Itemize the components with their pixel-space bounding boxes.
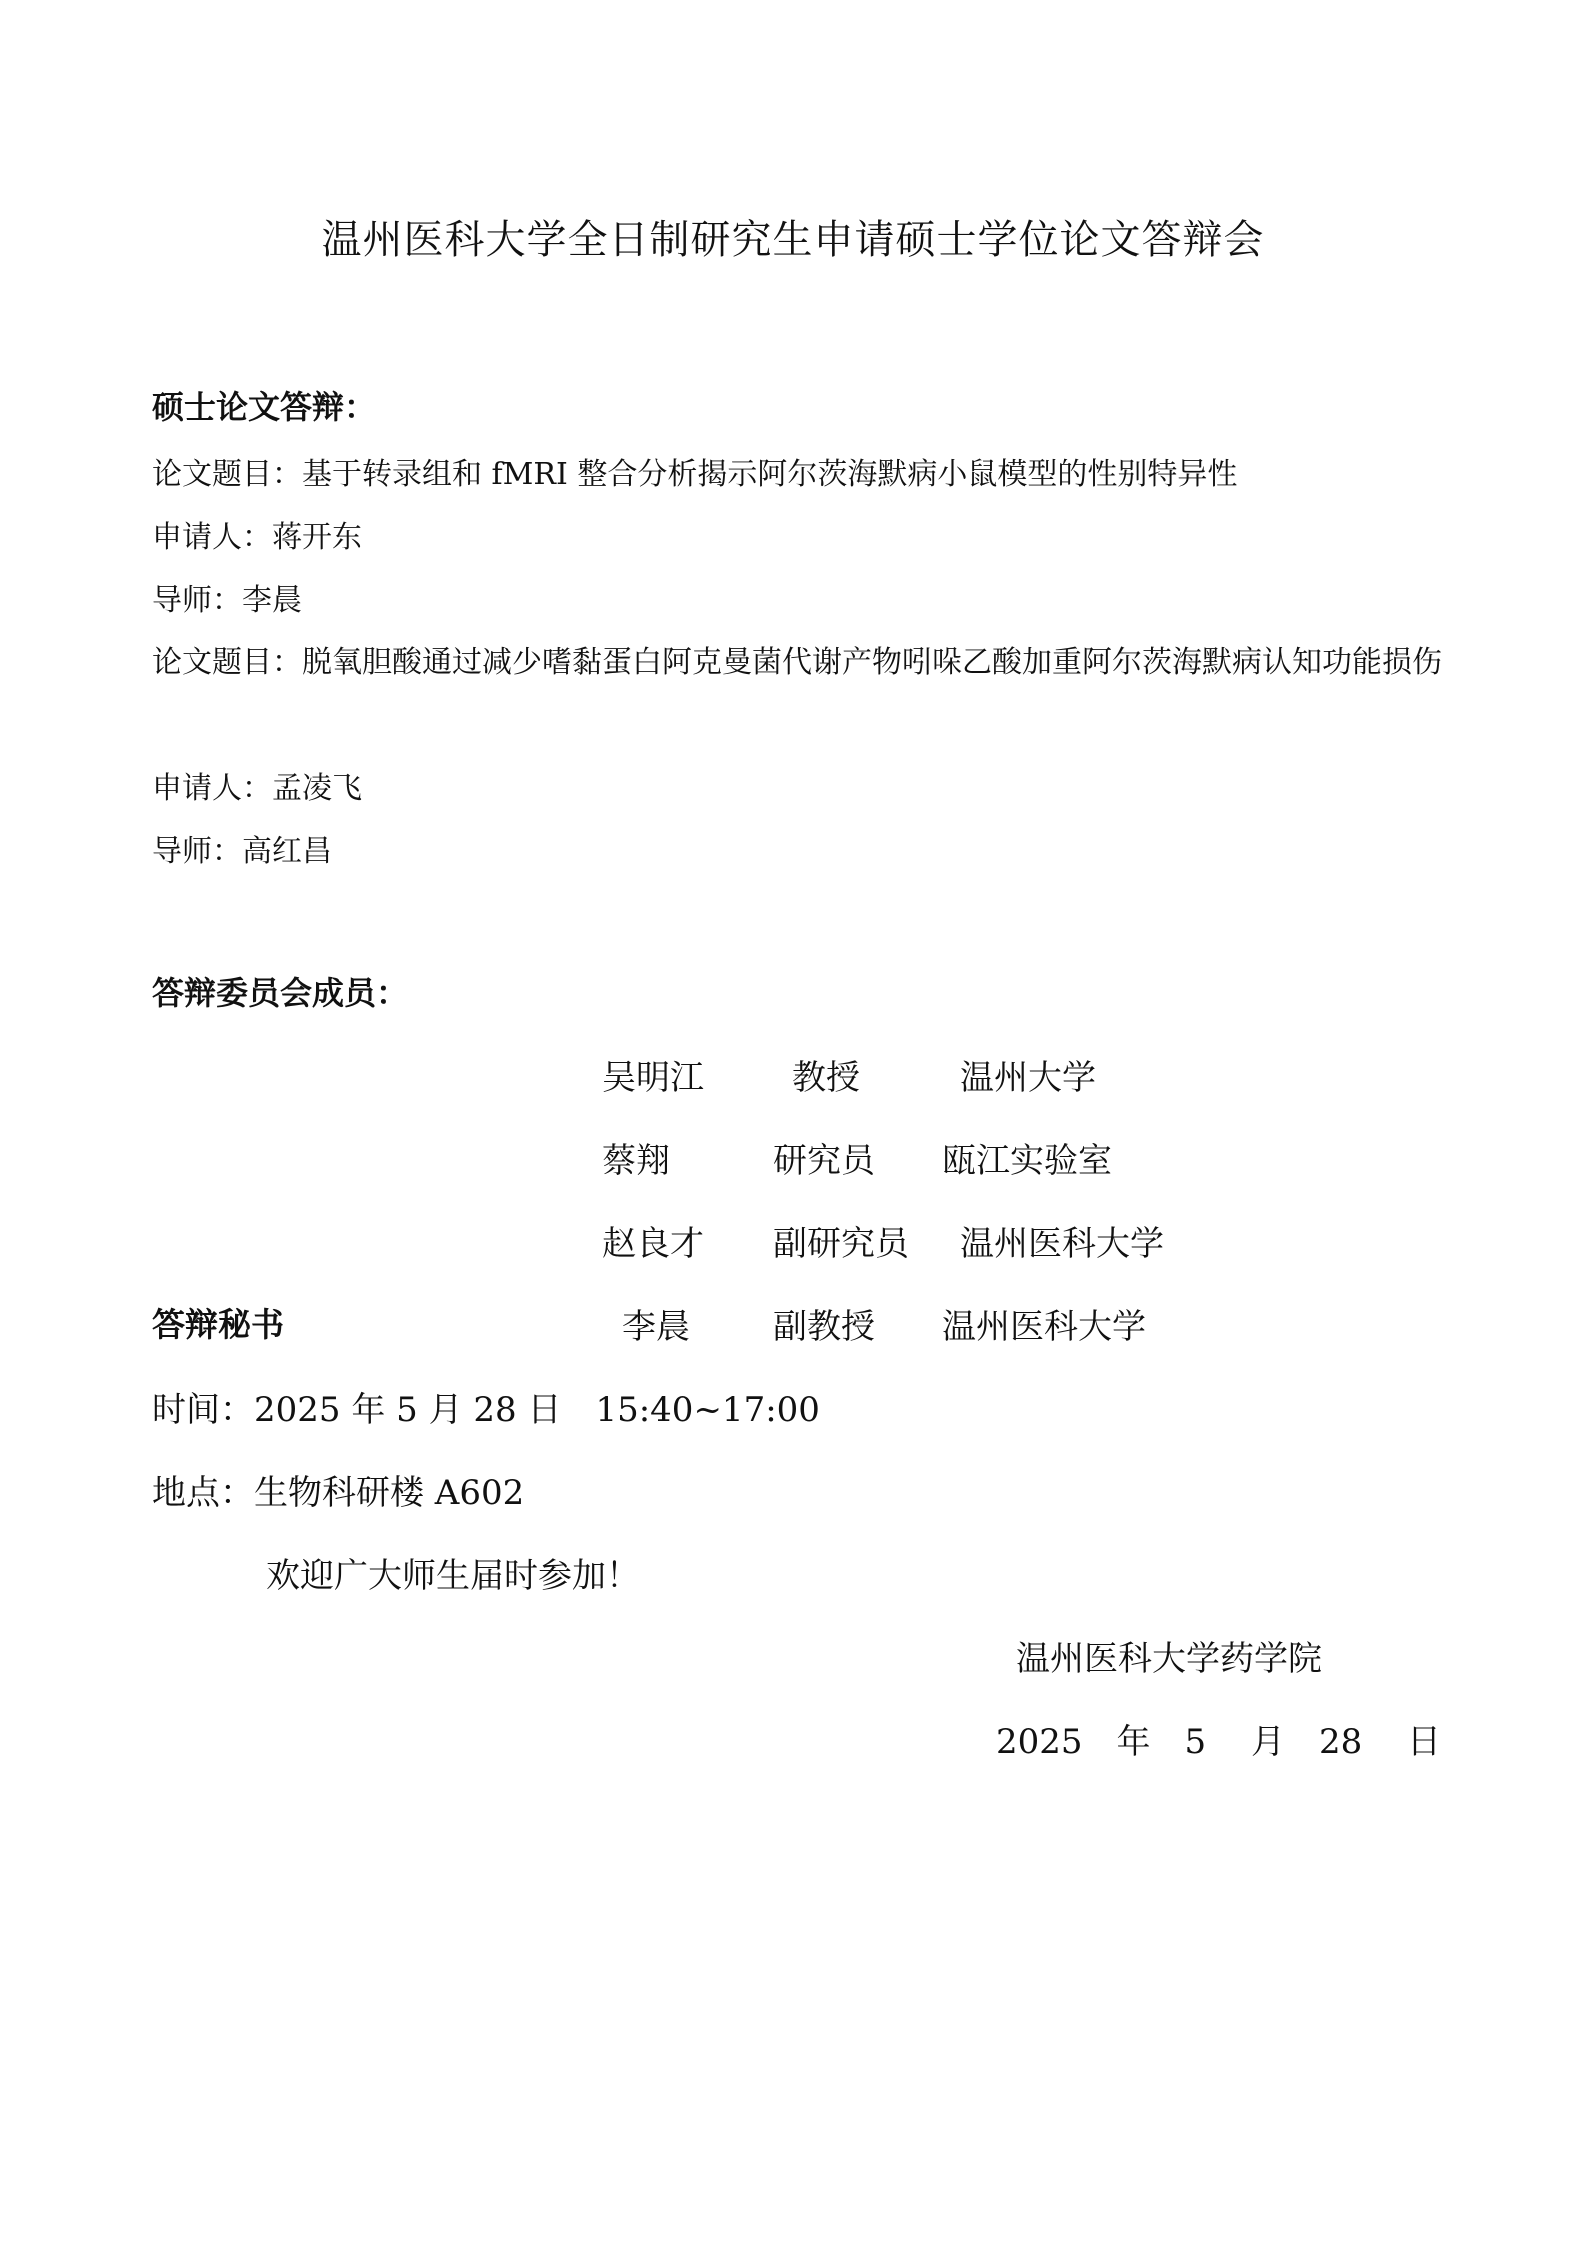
thesis-1-applicant: 申请人：蒋开东: [152, 520, 362, 555]
meeting-time: 时间：2025 年 5 月 28 日 15:40~17:00: [152, 1390, 820, 1430]
page-title: 温州医科大学全日制研究生申请硕士学位论文答辩会: [321, 217, 1265, 263]
member-rank: 副研究员: [773, 1224, 909, 1264]
thesis-1-advisor: 导师：李晨: [152, 583, 302, 618]
committee-heading: 答辩委员会成员：: [152, 974, 409, 1012]
meeting-place: 地点：生物科研楼 A602: [152, 1473, 525, 1513]
member-rank: 研究员: [773, 1141, 875, 1181]
member-org: 瓯江实验室: [942, 1141, 1112, 1181]
member-name: 蔡翔: [602, 1141, 670, 1181]
member-rank: 教授: [792, 1058, 860, 1098]
thesis-2-advisor: 导师：高红昌: [152, 834, 332, 869]
member-org: 温州大学: [960, 1058, 1096, 1098]
issue-date: 2025 年 5 月 28 日: [996, 1722, 1442, 1762]
issuer: 温州医科大学药学院: [1016, 1639, 1322, 1679]
secretary-org: 温州医科大学: [942, 1307, 1146, 1347]
secretary-name: 李晨: [622, 1307, 690, 1347]
member-name: 吴明江: [602, 1058, 704, 1098]
welcome-text: 欢迎广大师生届时参加！: [266, 1556, 640, 1596]
thesis-2-title: 论文题目：脱氧胆酸通过减少嗜黏蛋白阿克曼菌代谢产物吲哚乙酸加重阿尔茨海默病认知功能损伤: [152, 645, 1442, 680]
thesis-2-applicant: 申请人：孟凌飞: [152, 771, 362, 806]
thesis-1-title: 论文题目：基于转录组和 fMRI 整合分析揭示阿尔茨海默病小鼠模型的性别特异性: [152, 457, 1238, 492]
member-org: 温州医科大学: [960, 1224, 1164, 1264]
defense-heading: 硕士论文答辩：: [152, 388, 377, 426]
member-name: 赵良才: [602, 1224, 704, 1264]
secretary-rank: 副教授: [773, 1307, 875, 1347]
secretary-label: 答辩秘书: [152, 1305, 284, 1344]
